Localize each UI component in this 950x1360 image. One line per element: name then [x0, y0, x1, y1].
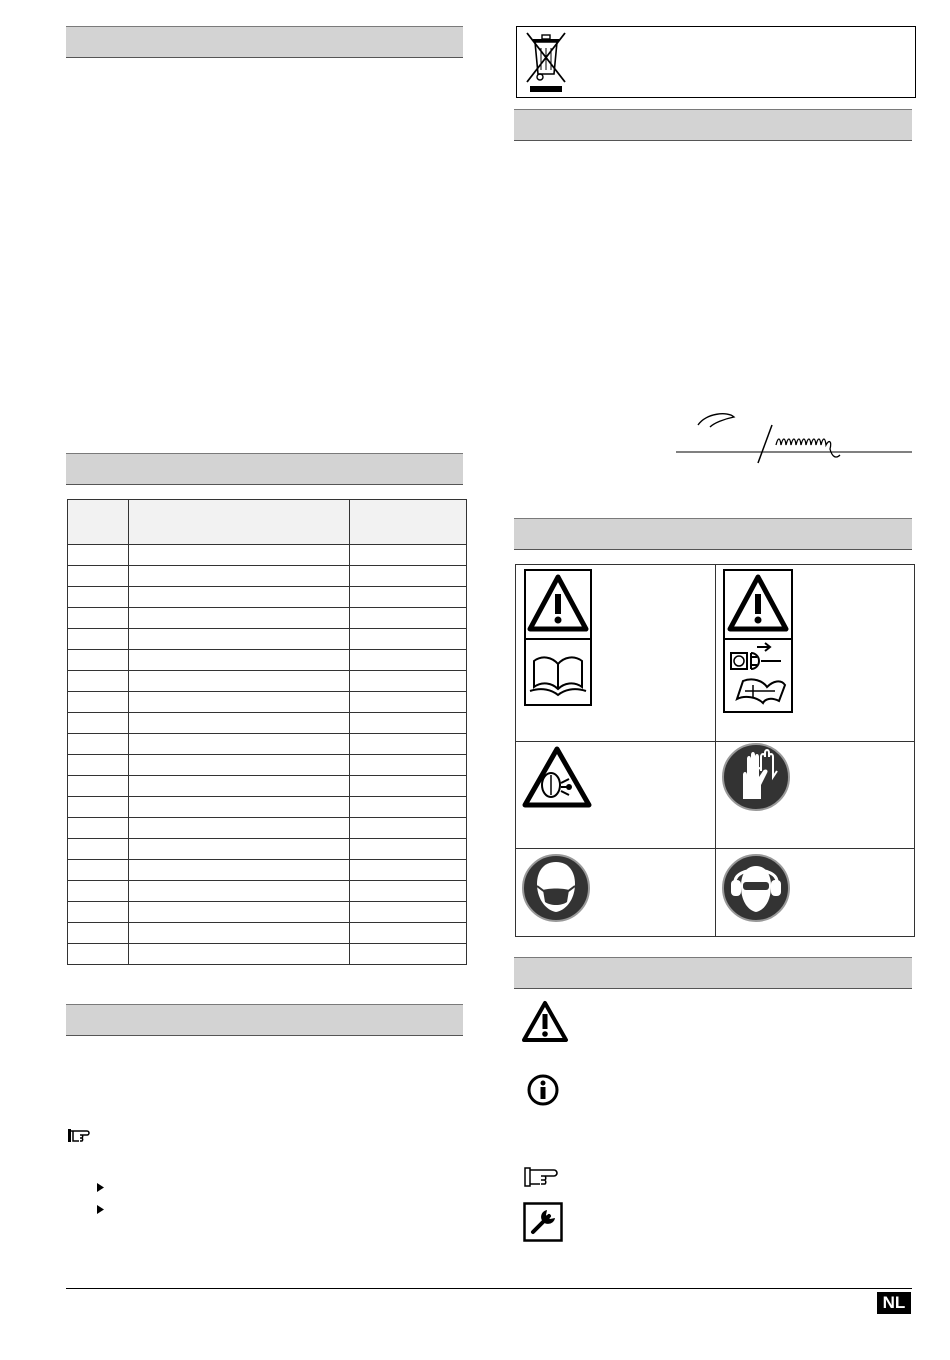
- table-row: [68, 650, 467, 671]
- section-header-bar: [514, 957, 912, 989]
- table-row: [68, 566, 467, 587]
- section-header-bar: [66, 453, 463, 485]
- safety-symbols-grid: [515, 564, 915, 937]
- wear-dust-mask-icon: [521, 852, 591, 924]
- table-row: [68, 713, 467, 734]
- info-icon: [526, 1073, 560, 1107]
- section-header-bar: [514, 109, 912, 141]
- table-row: [68, 587, 467, 608]
- flying-debris-warning-icon: [521, 745, 593, 809]
- table-row: [68, 902, 467, 923]
- warning-read-manual-icon: [524, 569, 592, 706]
- section-header-bar: [514, 518, 912, 550]
- footer-divider: [66, 1288, 912, 1289]
- warning-unplug-icon: [723, 569, 793, 713]
- table-row: [68, 944, 467, 965]
- table-row: [68, 797, 467, 818]
- wear-ear-eye-protection-icon: [721, 852, 791, 924]
- table-row: [68, 734, 467, 755]
- section-header-bar: [66, 26, 463, 58]
- wrench-icon: [523, 1202, 563, 1242]
- table-row: [68, 629, 467, 650]
- table-row: [68, 755, 467, 776]
- crossed-out-wheelie-bin-icon: [525, 30, 567, 94]
- table-header-row: [68, 500, 467, 545]
- table-row: [68, 608, 467, 629]
- table-row: [68, 881, 467, 902]
- table-row: [68, 671, 467, 692]
- table-row: [68, 818, 467, 839]
- signature: [676, 405, 912, 467]
- section-header-bar: [66, 1004, 463, 1036]
- pointing-hand-icon: [524, 1166, 564, 1188]
- bullet-arrow-icon: [97, 1205, 104, 1214]
- table-row: [68, 839, 467, 860]
- pointing-hand-icon: [67, 1127, 95, 1145]
- bullet-arrow-icon: [97, 1183, 104, 1192]
- weee-notice-box: [516, 26, 916, 98]
- table-row: [68, 776, 467, 797]
- table-row: [68, 923, 467, 944]
- danger-triangle-icon: [521, 1000, 569, 1044]
- wear-gloves-icon: [721, 741, 791, 813]
- language-badge: NL: [877, 1292, 911, 1314]
- parts-table: [67, 499, 467, 965]
- table-row: [68, 692, 467, 713]
- table-row: [68, 545, 467, 566]
- table-row: [68, 860, 467, 881]
